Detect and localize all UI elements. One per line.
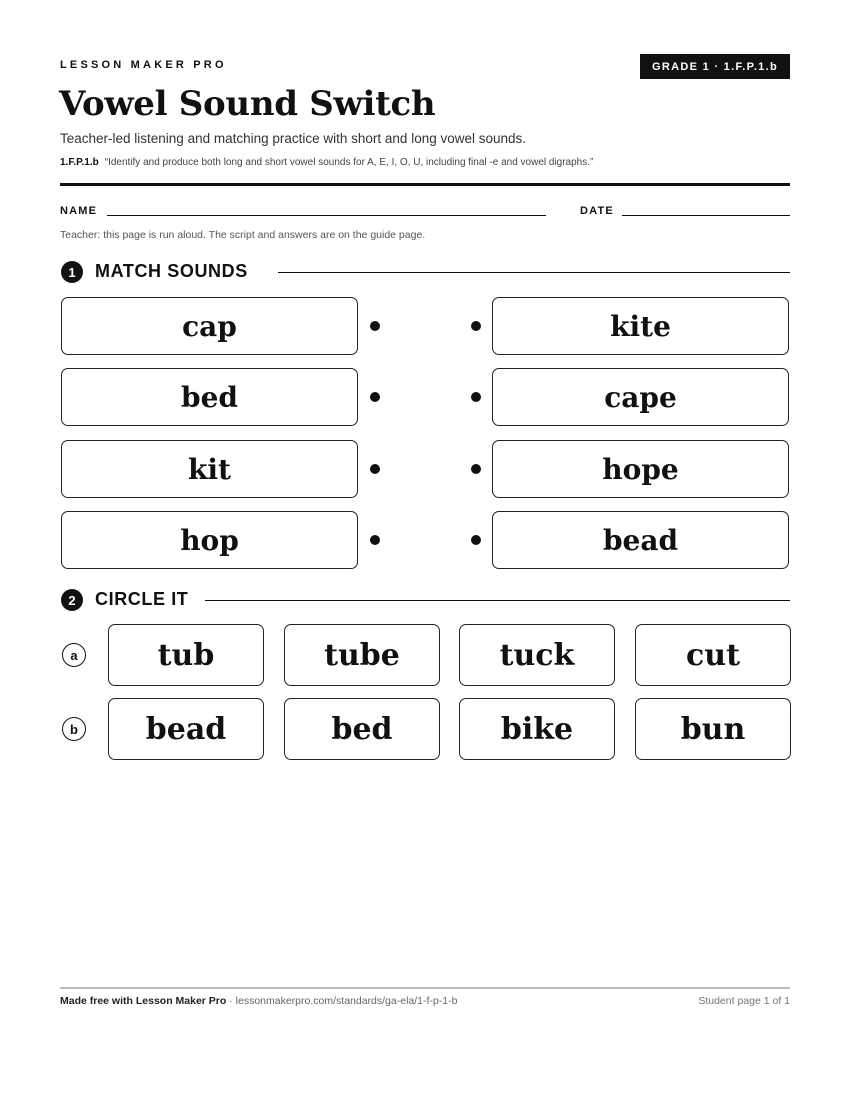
circle-word-option[interactable]: cut <box>635 624 791 686</box>
section-number-badge: 1 <box>61 261 83 283</box>
circle-word-option[interactable]: bead <box>108 698 264 760</box>
footer-separator: · <box>226 995 236 1007</box>
match-word-right[interactable]: hope <box>492 440 789 498</box>
row-letter-badge: a <box>62 643 86 667</box>
circle-word-option[interactable]: tub <box>108 624 264 686</box>
circle-word-option[interactable]: bed <box>284 698 440 760</box>
standard-code: 1.F.P.1.b <box>60 157 99 168</box>
match-dot-right[interactable] <box>471 464 481 474</box>
section-title-circle-it: CIRCLE IT <box>95 589 189 609</box>
section-title-match-sounds: MATCH SOUNDS <box>95 261 248 281</box>
circle-word-option[interactable]: tuck <box>459 624 615 686</box>
match-word-right[interactable]: cape <box>492 368 789 426</box>
match-dot-right[interactable] <box>471 321 481 331</box>
row-letter-badge: b <box>62 717 86 741</box>
standard-text: “Identify and produce both long and short vowel sounds for A, E, I, O, U, including final -e and vowel digraphs.” <box>104 157 594 168</box>
match-word-left[interactable]: hop <box>61 511 358 569</box>
match-word-left[interactable]: bed <box>61 368 358 426</box>
header-divider <box>60 183 790 186</box>
date-label: DATE <box>580 205 614 217</box>
footer-page-number: Student page 1 of 1 <box>698 995 790 1007</box>
name-label: NAME <box>60 205 98 217</box>
match-dot-left[interactable] <box>370 535 380 545</box>
circle-word-option[interactable]: bike <box>459 698 615 760</box>
match-dot-left[interactable] <box>370 321 380 331</box>
grade-badge: GRADE 1 · 1.F.P.1.b <box>640 54 790 79</box>
section-number-badge: 2 <box>61 589 83 611</box>
match-dot-left[interactable] <box>370 464 380 474</box>
footer-divider <box>60 987 790 989</box>
page-title: Vowel Sound Switch <box>59 84 436 124</box>
match-word-left[interactable]: kit <box>61 440 358 498</box>
match-dot-right[interactable] <box>471 535 481 545</box>
footer-url-link[interactable]: lessonmakerpro.com/standards/ga-ela/1-f-p-1-b <box>235 995 458 1007</box>
standard-line <box>60 157 593 168</box>
circle-word-option[interactable]: tube <box>284 624 440 686</box>
brand-name: LESSON MAKER PRO <box>60 59 227 71</box>
match-dot-left[interactable] <box>370 392 380 402</box>
footer-credit <box>60 995 457 1007</box>
page-subtitle: Teacher-led listening and matching practice with short and long vowel sounds. <box>60 131 527 146</box>
section-divider <box>278 272 790 273</box>
footer-made-with: Made free with Lesson Maker Pro <box>60 995 227 1007</box>
match-dot-right[interactable] <box>471 392 481 402</box>
circle-word-option[interactable]: bun <box>635 698 791 760</box>
match-word-right[interactable]: bead <box>492 511 789 569</box>
teacher-note: Teacher: this page is run aloud. The script and answers are on the guide page. <box>60 229 426 241</box>
match-word-left[interactable]: cap <box>61 297 358 355</box>
section-divider <box>205 600 790 601</box>
date-field[interactable] <box>622 215 790 216</box>
name-field[interactable] <box>107 215 546 216</box>
match-word-right[interactable]: kite <box>492 297 789 355</box>
